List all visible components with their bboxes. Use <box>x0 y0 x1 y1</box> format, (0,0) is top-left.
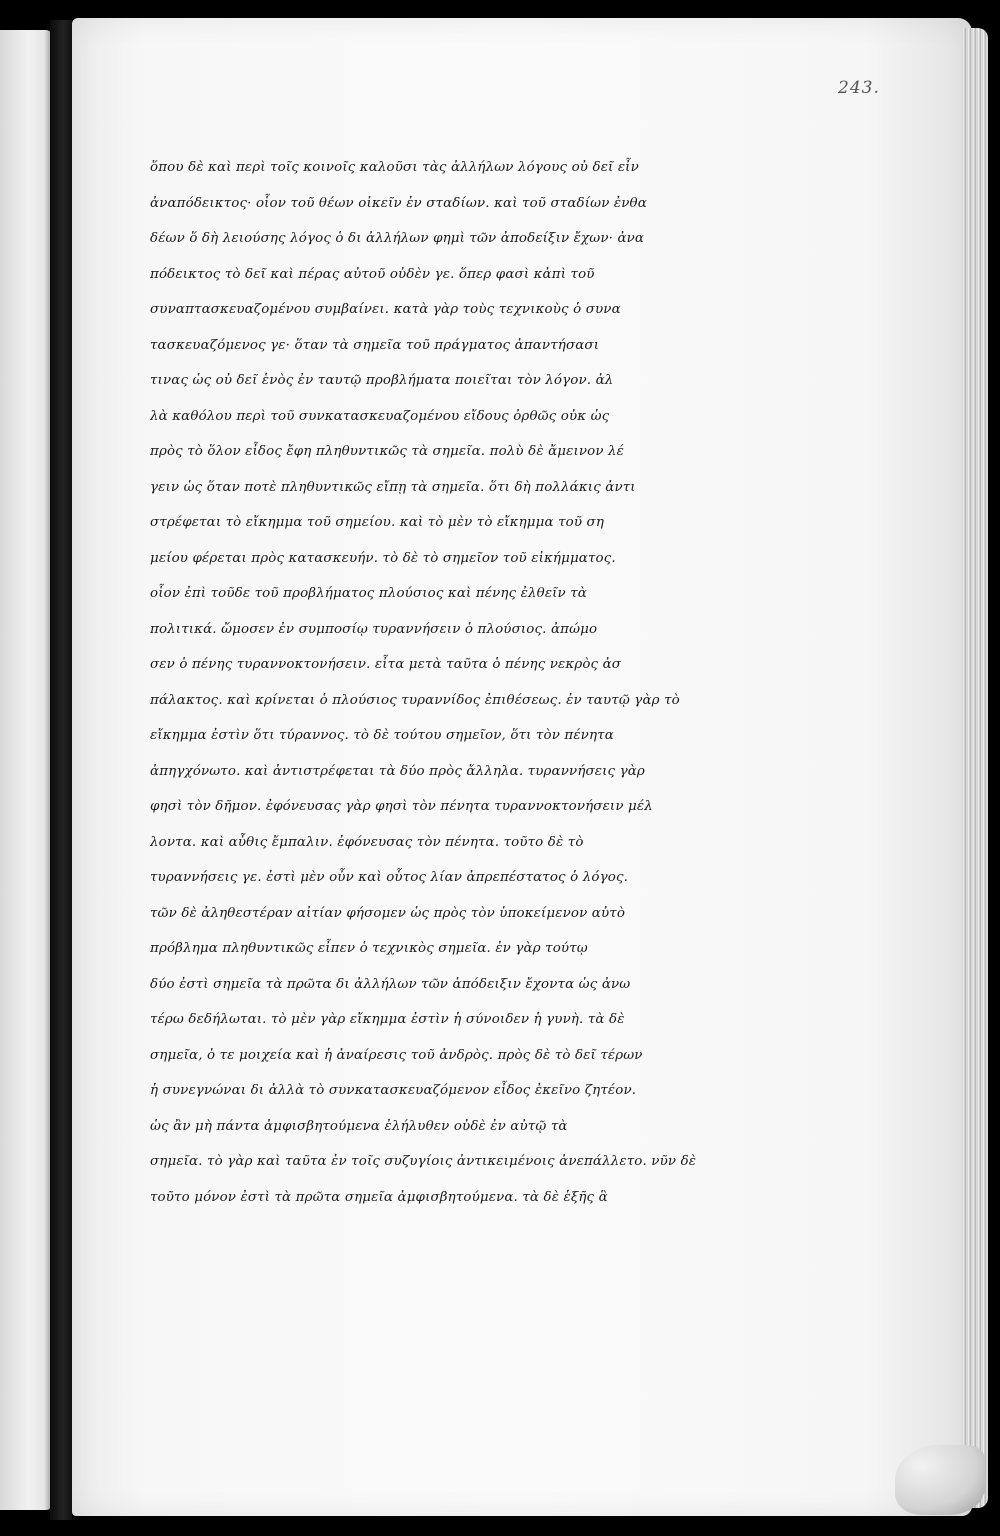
manuscript-line: μείου φέρεται πρὸς κατασκευήν. τὸ δὲ τὸ σημεῖον τοῦ εἰκήμματος. <box>150 550 616 566</box>
page-stack-edges <box>962 28 988 1508</box>
manuscript-line: οἷον ἐπὶ τοῦδε τοῦ προβλήματος πλούσιος καὶ πένης ἐλθεῖν τὰ <box>150 586 588 601</box>
facing-page-edge <box>0 30 52 1510</box>
manuscript-line: ἀπηγχόνωτο. καὶ ἀντιστρέφεται τὰ δύο πρὸς ἄλληλα. τυραννήσεις γὰρ <box>150 763 645 779</box>
manuscript-line: τῶν δὲ ἀληθεστέραν αἰτίαν φήσομεν ὡς πρὸς τὸν ὑποκείμενον αὐτὸ <box>150 905 626 921</box>
manuscript-line: τινας ὡς οὐ δεῖ ἑνὸς ἐν ταυτῷ προβλήματα ποιεῖται τὸν λόγον. ἀλ <box>150 373 614 388</box>
manuscript-line: δύο ἐστὶ σημεῖα τὰ πρῶτα δι ἀλλήλων τῶν ἀπόδειξιν ἔχοντα ὡς ἀνω <box>150 976 631 992</box>
manuscript-line: πάλακτος. καὶ κρίνεται ὁ πλούσιος τυραννίδος ἐπιθέσεως. ἐν ταυτῷ γὰρ τὸ <box>150 692 680 708</box>
manuscript-text <box>150 150 750 1215</box>
manuscript-line: τασκευαζόμενος γε· ὅταν τὰ σημεῖα τοῦ πράγματος ἀπαντήσασι <box>150 337 600 353</box>
manuscript-line: συναπτασκευαζομένου συμβαίνει. κατὰ γὰρ τοὺς τεχνικοὺς ὁ συνα <box>150 302 621 317</box>
manuscript-line: ὡς ἂν μὴ πάντα ἀμφισβητούμενα ἐλήλυθεν οὐδὲ ἐν αὐτῷ τὰ <box>150 1118 568 1134</box>
manuscript-line: σεν ὁ πένης τυραννοκτονήσειν. εἶτα μετὰ ταῦτα ὁ πένης νεκρὸς ἀσ <box>150 657 622 672</box>
manuscript-line: πόδεικτος τὸ δεῖ καὶ πέρας αὐτοῦ οὐδὲν γε. ὅπερ φασὶ κἀπὶ τοῦ <box>150 266 595 282</box>
manuscript-line: λοντα. καὶ αὖθις ἔμπαλιν. ἐφόνευσας τὸν πένητα. τοῦτο δὲ τὸ <box>150 834 584 850</box>
manuscript-line: ὅπου δὲ καὶ περὶ τοῖς κοινοῖς καλοῦσι τὰς ἀλλήλων λόγους οὐ δεῖ εἶν <box>150 160 639 175</box>
page-corner-curl <box>895 1445 985 1515</box>
manuscript-line: πολιτικά. ὤμοσεν ἐν συμποσίῳ τυραννήσειν ὁ πλούσιος. ἀπώμο <box>150 621 598 637</box>
manuscript-line: γειν ὡς ὅταν ποτὲ πληθυντικῶς εἴπῃ τὰ σημεῖα. ὅτι δὴ πολλάκις ἀντι <box>150 479 636 495</box>
manuscript-line: τοῦτο μόνον ἐστὶ τὰ πρῶτα σημεῖα ἀμφισβητούμενα. τὰ δὲ ἑξῆς ἃ <box>150 1189 608 1205</box>
folio-number: 243. <box>838 78 880 98</box>
manuscript-line: πρόβλημα πληθυντικῶς εἶπεν ὁ τεχνικὸς σημεῖα. ἐν γὰρ τούτῳ <box>150 941 588 956</box>
manuscript-line: στρέφεται τὸ εἴκημμα τοῦ σημείου. καὶ τὸ μὲν τὸ εἴκημμα τοῦ ση <box>150 515 605 530</box>
manuscript-line: εἴκημμα ἐστὶν ὅτι τύραννος. τὸ δὲ τούτου σημεῖον, ὅτι τὸν πένητα <box>150 728 614 743</box>
manuscript-line: φησὶ τὸν δῆμον. ἐφόνευσας γὰρ φησὶ τὸν πένητα τυραννοκτονήσειν μέλ <box>150 799 653 814</box>
manuscript-line: τυραννήσεις γε. ἐστὶ μὲν οὖν καὶ οὗτος λίαν ἀπρεπέστατος ὁ λόγος. <box>150 870 629 885</box>
manuscript-line: ἡ συνεγνώναι δι ἀλλὰ τὸ συνκατασκευαζόμενον εἶδος ἐκεῖνο ζητέον. <box>150 1083 637 1098</box>
book-gutter <box>50 20 72 1520</box>
manuscript-line: δέων ὅ δὴ λειούσης λόγος ὁ δι ἀλλήλων φημὶ τῶν ἀποδείξιν ἔχων· ἀνα <box>150 231 645 246</box>
manuscript-line: λὰ καθόλου περὶ τοῦ συνκατασκευαζομένου εἴδους ὀρθῶς οὐκ ὡς <box>150 408 610 424</box>
manuscript-line: σημεῖα. τὸ γὰρ καὶ ταῦτα ἐν τοῖς συζυγίοις ἀντικειμένοις ἀνεπάλλετο. νῦν δὲ <box>150 1154 697 1169</box>
manuscript-line: σημεῖα, ὁ τε μοιχεία καὶ ἡ ἀναίρεσις τοῦ ἀνδρὸς. πρὸς δὲ τὸ δεῖ τέρων <box>150 1047 643 1063</box>
manuscript-line: πρὸς τὸ ὅλον εἶδος ἔφη πληθυντικῶς τὰ σημεῖα. πολὺ δὲ ἄμεινον λέ <box>150 444 625 459</box>
manuscript-line: τέρω δεδήλωται. τὸ μὲν γὰρ εἴκημμα ἐστὶν ἡ σύνοιδεν ἡ γυνὴ. τὰ δὲ <box>150 1012 625 1027</box>
manuscript-line: ἀναπόδεικτος· οἷον τοῦ θέων οἰκεῖν ἐν σταδίων. καὶ τοῦ σταδίων ἐνθα <box>150 195 647 211</box>
